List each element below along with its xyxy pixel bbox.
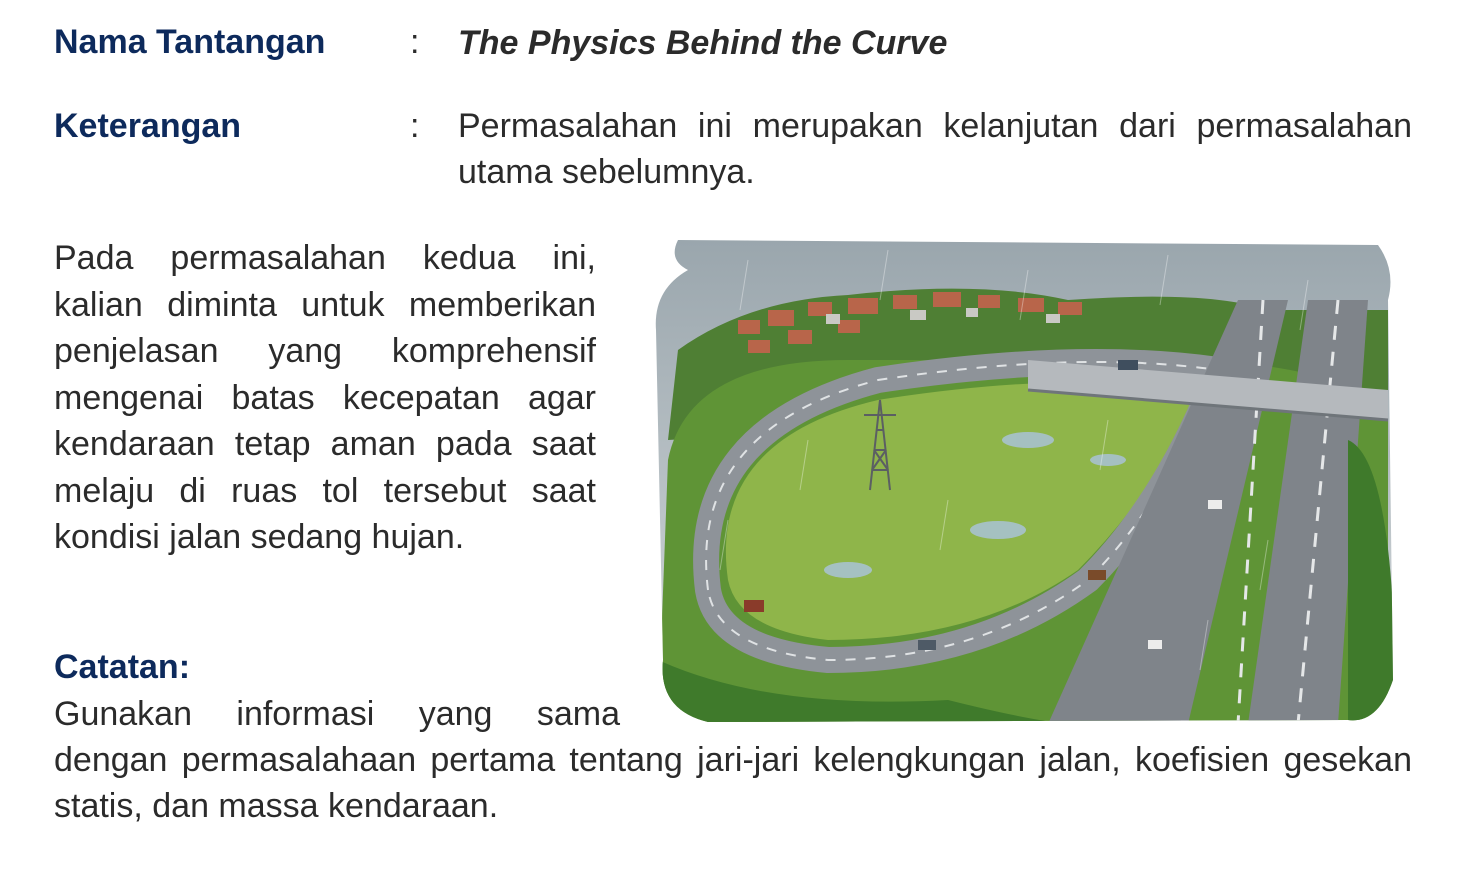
challenge-name-label: Nama Tantangan	[54, 23, 326, 61]
description-text: Permasalahan ini merupakan kelanjutan dari permasalahan utama sebelumnya.	[458, 107, 1412, 191]
description-label: Keterangan	[54, 107, 242, 145]
note-label: Catatan:	[54, 648, 191, 686]
main-paragraph: Pada permasalahan kedua ini, kalian diminta untuk memberikan penjelasan yang komprehensif mengenai batas kecepatan agar kendaraan tetap aman pada saat melaju di ruas tol tersebut saat kondisi jalan sedang hujan.	[54, 239, 596, 556]
highway-cloverleaf-illustration-icon	[648, 240, 1396, 724]
note-text-rest: dengan permasalahaan pertama tentang jari-jari kelengkungan jalan, koefisien gesekan statis, dan massa kendaraan.	[54, 741, 1412, 825]
note-text-line1: Gunakan informasi yang sama	[54, 695, 620, 733]
description-colon: :	[410, 107, 420, 145]
challenge-name-colon: :	[410, 23, 420, 61]
highway-illustration	[648, 240, 1396, 724]
challenge-title: The Physics Behind the Curve	[458, 24, 948, 62]
